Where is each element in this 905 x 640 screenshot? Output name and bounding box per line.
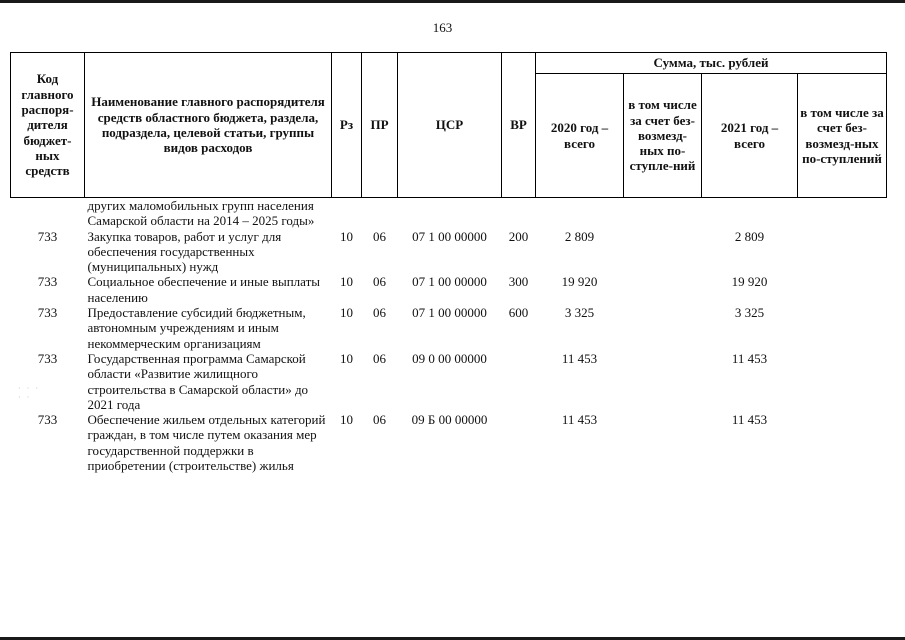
cell-name: Социальное обеспечение и иные выплаты населению xyxy=(87,274,321,305)
header-pr: ПР xyxy=(362,53,398,198)
header-sum-group: Сумма, тыс. рублей xyxy=(536,53,887,74)
cell-pr: 06 xyxy=(373,228,386,244)
cell-vr: 200 xyxy=(508,228,529,244)
cell-csr: 09 0 00 00000 xyxy=(412,350,487,366)
cell-rz xyxy=(332,198,362,229)
header-2021-total: 2021 год – всего xyxy=(702,74,798,198)
cell-2021-grants xyxy=(798,198,887,229)
table-row xyxy=(11,351,887,412)
header-name: Наименование главного распорядителя средств областного бюджета, раздела, подраздела, целевой статьи, группы видов расходов xyxy=(85,53,332,198)
header-csr: ЦСР xyxy=(398,53,502,198)
cell-csr: 09 Б 00 00000 xyxy=(411,412,488,428)
cell-code: 733 xyxy=(37,228,58,244)
cell-rz: 10 xyxy=(340,228,353,244)
cell-pr: 06 xyxy=(373,274,386,290)
cell-name: Предоставление субсидий бюджетным, автономным учреждениям и иным некоммерческим организациям xyxy=(87,305,306,351)
cell-rz: 10 xyxy=(340,305,353,321)
header-code: Код главного распоря-дителя бюджет-ных средств xyxy=(11,53,85,198)
header-vr: ВР xyxy=(502,53,536,198)
cell-2020-grants xyxy=(624,412,702,473)
cell-2021-total xyxy=(702,198,798,229)
cell-csr: 07 1 00 00000 xyxy=(412,274,487,290)
cell-2021-grants xyxy=(798,229,887,275)
cell-csr xyxy=(398,198,502,229)
cell-name: Закупка товаров, работ и услуг для обеспечения государственных (муниципальных) нужд xyxy=(87,228,282,275)
cell-2020-total: 11 453 xyxy=(561,350,598,366)
cell-2020-grants xyxy=(624,351,702,412)
cell-2020-grants xyxy=(624,274,702,305)
cell-2020-total: 2 809 xyxy=(564,228,595,244)
cell-2021-grants xyxy=(798,412,887,473)
cell-rz: 10 xyxy=(340,274,353,290)
cell-2020-grants xyxy=(624,305,702,351)
budget-table xyxy=(10,52,887,473)
cell-2021-total: 11 453 xyxy=(731,350,768,366)
table-row xyxy=(11,198,887,229)
header-rz: Рз xyxy=(332,53,362,198)
cell-2020-total: 3 325 xyxy=(564,305,595,321)
cell-rz: 10 xyxy=(340,350,353,366)
cell-vr: 300 xyxy=(508,274,529,290)
scan-artifact-dots: · · · · · xyxy=(18,384,40,402)
header-2021-grants: в том числе за счет без-возмезд-ных по-ступлений xyxy=(798,74,887,198)
cell-vr: 600 xyxy=(508,305,529,321)
page-number: 163 xyxy=(432,20,453,35)
cell-2020-grants xyxy=(624,229,702,275)
cell-code: 733 xyxy=(37,412,58,428)
cell-2021-total: 11 453 xyxy=(731,412,768,428)
cell-code: 733 xyxy=(37,274,58,290)
cell-2021-total: 2 809 xyxy=(734,228,765,244)
cell-rz: 10 xyxy=(340,412,353,428)
cell-code: 733 xyxy=(37,305,58,321)
cell-code: 733 xyxy=(37,350,58,366)
cell-pr: 06 xyxy=(373,350,386,366)
cell-2021-grants xyxy=(798,351,887,412)
cell-2021-grants xyxy=(798,274,887,305)
cell-2021-total: 3 325 xyxy=(734,305,765,321)
cell-2021-grants xyxy=(798,305,887,351)
header-2020-total: 2020 год – всего xyxy=(536,74,624,198)
cell-vr xyxy=(502,412,536,473)
table-row xyxy=(11,229,887,275)
cell-vr xyxy=(502,198,536,229)
cell-pr: 06 xyxy=(373,305,386,321)
cell-csr: 07 1 00 00000 xyxy=(412,305,487,321)
cell-name: Обеспечение жильем отдельных категорий граждан, в том числе путем оказания мер государственной поддержки в приобретении (строительстве) жилья xyxy=(87,412,326,474)
cell-2020-total xyxy=(536,198,624,229)
cell-vr xyxy=(502,351,536,412)
cell-code xyxy=(11,198,85,229)
table-row xyxy=(11,305,887,351)
table-row xyxy=(11,274,887,305)
cell-2020-total: 19 920 xyxy=(561,274,598,290)
cell-2021-total: 19 920 xyxy=(731,274,768,290)
top-border-rule xyxy=(0,0,905,3)
cell-2020-grants xyxy=(624,198,702,229)
cell-name: других маломобильных групп населения Самарской области на 2014 – 2025 годы» xyxy=(87,198,315,229)
cell-csr: 07 1 00 00000 xyxy=(412,228,487,244)
cell-name: Государственная программа Самарской области «Развитие жилищного строительства в Самарской области» до 2021 года xyxy=(87,350,309,412)
cell-2020-total: 11 453 xyxy=(561,412,598,428)
cell-pr: 06 xyxy=(373,412,386,428)
cell-pr xyxy=(362,198,398,229)
header-2020-grants: в том числе за счет без-возмезд-ных по-ступле-ний xyxy=(624,74,702,198)
table-row xyxy=(11,412,887,473)
